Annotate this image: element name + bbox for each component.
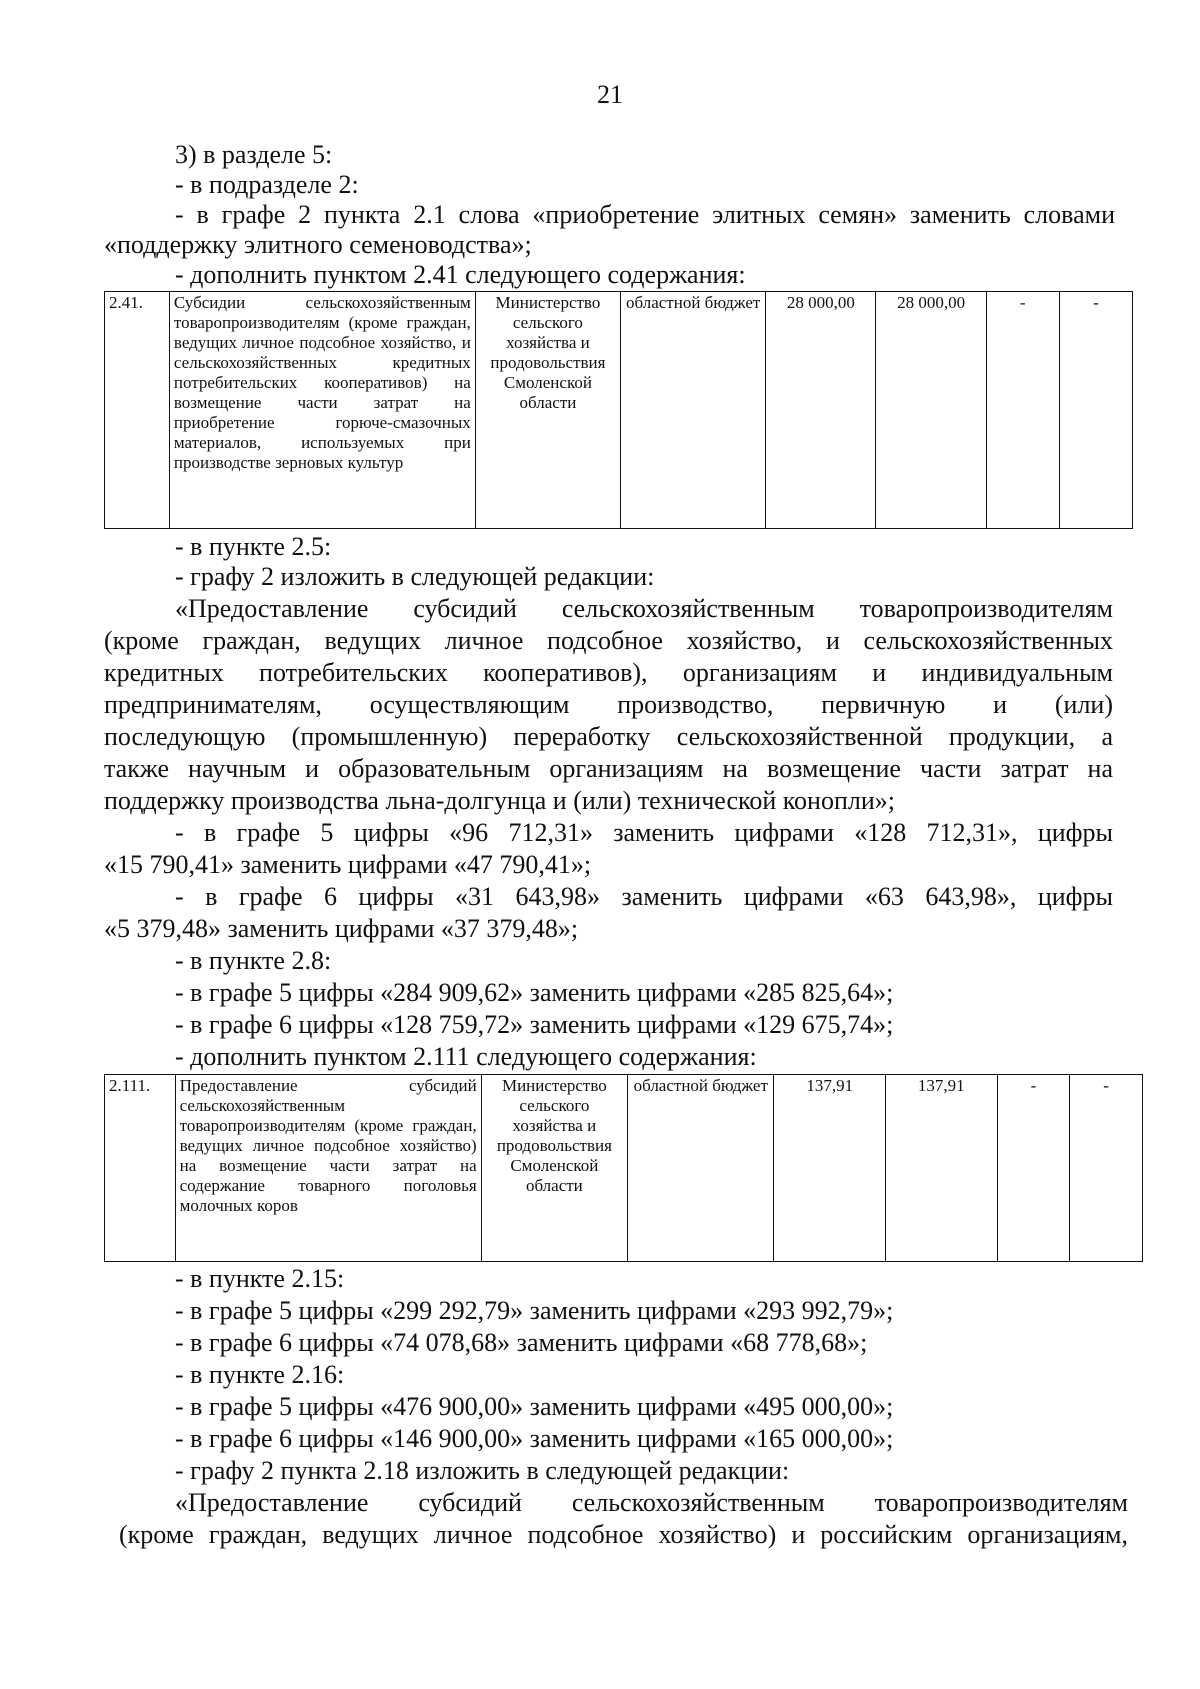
text-line: - в пункте 2.5: [175, 532, 332, 561]
text-line: «5 379,48» заменить цифрами «37 379,48»; [104, 914, 579, 943]
text-line: 3) в разделе 5: [175, 140, 333, 169]
cell-description: Предоставление субсидий сельскохозяйственным товаропроизводителям (кроме граждан, ведущих личное подсобное хозяйство) на возмещение части затрат на содержание товарного поголовья молочных коров [175, 1075, 481, 1262]
cell-description: Субсидии сельскохозяйственным товаропроизводителям (кроме граждан, ведущих личное подсобное хозяйство, и сельскохозяйственных кредитных потребительских кооперативов) на возмещение части затрат на приобретение горюче-смазочных материалов, используемых при производстве зерновых культур [169, 292, 475, 529]
cell-source: областной бюджет [621, 292, 766, 529]
text-line: - в графе 5 цифры «284 909,62» заменить цифрами «285 825,64»; [175, 978, 894, 1007]
text-line: предпринимателям, осуществляющим производство, первичную и (или) [104, 690, 1113, 719]
text-line: (кроме граждан, ведущих личное подсобное хозяйство) и российским организациям, [119, 1520, 1128, 1549]
text-line: также научным и образовательным организациям на возмещение части затрат на [104, 754, 1113, 783]
cell-dash: - [986, 292, 1059, 529]
text-line: «Предоставление субсидий сельскохозяйственным товаропроизводителям [175, 594, 1113, 623]
cell-value-6: 137,91 [886, 1075, 998, 1262]
text-line: - в пункте 2.16: [175, 1360, 345, 1389]
cell-ministry: Министерство сельского хозяйства и продовольствия Смоленской области [475, 292, 620, 529]
text-line: - графу 2 пункта 2.18 изложить в следующей редакции: [175, 1456, 790, 1485]
cell-number: 2.111. [105, 1075, 176, 1262]
text-line: - графу 2 изложить в следующей редакции: [175, 562, 655, 591]
cell-ministry: Министерство сельского хозяйства и продовольствия Смоленской области [481, 1075, 627, 1262]
text-line: «поддержку элитного семеноводства»; [104, 230, 532, 259]
text-line: - в графе 5 цифры «96 712,31» заменить цифрами «128 712,31», цифры [175, 818, 1113, 847]
cell-dash: - [1059, 292, 1132, 529]
text-line: - в графе 5 цифры «299 292,79» заменить цифрами «293 992,79»; [175, 1296, 894, 1325]
cell-value-5: 137,91 [774, 1075, 886, 1262]
cell-value-5: 28 000,00 [766, 292, 876, 529]
text-line: - в подразделе 2: [175, 170, 359, 199]
page-number: 21 [597, 80, 623, 109]
text-line: - в пункте 2.15: [175, 1264, 345, 1293]
text-line: - в графе 6 цифры «31 643,98» заменить цифрами «63 643,98», цифры [175, 882, 1113, 911]
table-2-11-1 [104, 1074, 1143, 1262]
text-line: - дополнить пунктом 2.41 следующего содержания: [175, 260, 746, 289]
text-line: - в графе 6 цифры «74 078,68» заменить цифрами «68 778,68»; [175, 1328, 868, 1357]
text-line: «15 790,41» заменить цифрами «47 790,41»; [104, 850, 592, 879]
text-line: последующую (промышленную) переработку сельскохозяйственной продукции, а [104, 722, 1113, 751]
text-line: кредитных потребительских кооперативов), организациям и индивидуальным [104, 658, 1113, 687]
table-row [105, 292, 1133, 529]
cell-value-6: 28 000,00 [876, 292, 986, 529]
text-line: «Предоставление субсидий сельскохозяйственным товаропроизводителям [175, 1488, 1128, 1517]
text-line: - в пункте 2.8: [175, 946, 332, 975]
cell-dash: - [1070, 1075, 1143, 1262]
text-line: - в графе 6 цифры «128 759,72» заменить цифрами «129 675,74»; [175, 1010, 894, 1039]
text-line: (кроме граждан, ведущих личное подсобное хозяйство, и сельскохозяйственных [104, 626, 1113, 655]
cell-dash: - [997, 1075, 1070, 1262]
cell-number: 2.41. [105, 292, 170, 529]
cell-source: областной бюджет [628, 1075, 774, 1262]
text-line: поддержку производства льна-долгунца и (или) технической конопли»; [104, 786, 895, 815]
table-row [105, 1075, 1143, 1262]
text-line: - дополнить пунктом 2.111 следующего содержания: [175, 1042, 757, 1071]
text-line: - в графе 2 пункта 2.1 слова «приобретение элитных семян» заменить словами [175, 200, 1115, 229]
text-line: - в графе 5 цифры «476 900,00» заменить цифрами «495 000,00»; [175, 1392, 894, 1421]
table-2-4-1 [104, 291, 1133, 529]
text-line: - в графе 6 цифры «146 900,00» заменить цифрами «165 000,00»; [175, 1424, 894, 1453]
